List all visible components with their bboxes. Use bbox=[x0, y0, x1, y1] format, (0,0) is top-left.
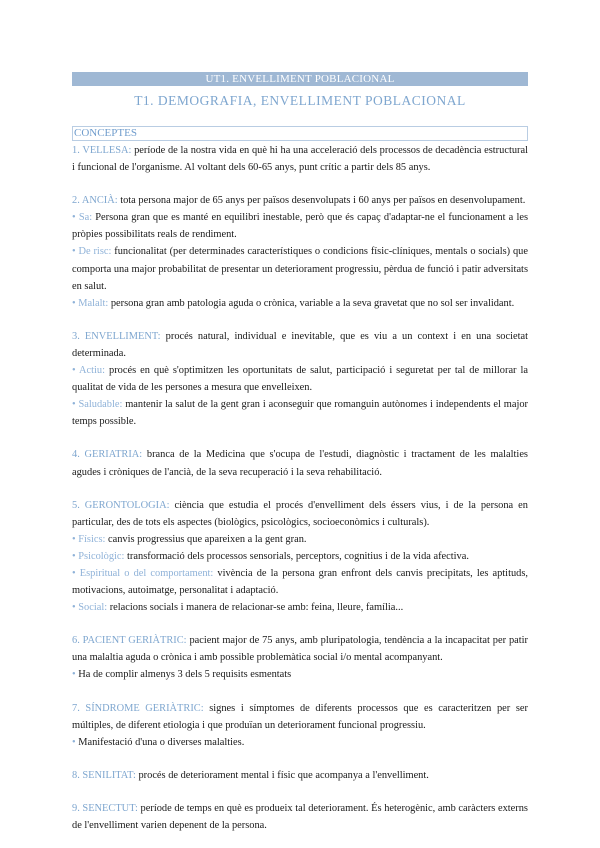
subitem-label: Espiritual o del comportament: bbox=[79, 567, 214, 579]
concept-definition bbox=[72, 767, 528, 784]
subitem-text: persona gran amb patologia aguda o crònica, variable a la seva gravetat que no sol ser invalidant. bbox=[108, 297, 515, 309]
concept-subitem bbox=[72, 565, 528, 599]
subitem-label: Psicològic: bbox=[78, 550, 125, 562]
concept-subitem bbox=[72, 243, 528, 294]
entry-spacer bbox=[72, 616, 528, 632]
subitem-text: Manifestació d'una o diverses malalties. bbox=[75, 736, 245, 748]
entry-spacer bbox=[72, 784, 528, 800]
subitem-text: funcionalitat (per determinades característiques o condicions físic-clíniques, mentals o socials) que comporta una major probabilitat de presentar un deteriorament progressiu, pèrdua de funció i patir adversitats en salut. bbox=[72, 246, 528, 292]
concept-term: 1. VELLESA: bbox=[72, 145, 132, 156]
subitem-label: Actiu: bbox=[79, 365, 106, 377]
concept-entry bbox=[72, 328, 528, 431]
concept-definition-text: branca de la Medicina que s'ocupa de l'estudi, diagnòstic i tractament de les malalties agudes i cròniques de l'ancià, de la seva recuperació i la seva rehabilitació. bbox=[72, 449, 528, 478]
unit-title-bar: UT1. ENVELLIMENT POBLACIONAL bbox=[72, 72, 528, 86]
concept-term: 8. SENILITAT: bbox=[72, 769, 136, 781]
topic-title: T1. DEMOGRAFIA, ENVELLIMENT POBLACIONAL bbox=[134, 93, 466, 108]
subitem-text: transformació dels processos sensorials, perceptors, cognitius i de la vida afectiva. bbox=[124, 550, 469, 562]
bullet-icon: • bbox=[72, 297, 76, 309]
concept-subitem bbox=[72, 531, 528, 548]
concept-definition-text: període de la nostra vida en què hi ha una acceleració dels processos de decadència estructural i funcional de l'organisme. Al voltant dels 60-65 anys, punt crític a partir dels 85 anys. bbox=[72, 145, 528, 174]
subitem-text: procés en què s'optimitzen les oportunitats de salut, participació i seguretat per tal de millorar la qualitat de vida de les persones a mesura que envelleixen. bbox=[72, 365, 528, 394]
concept-entry bbox=[72, 192, 528, 312]
bullet-icon: • bbox=[72, 399, 76, 411]
concept-definition-text: signes i símptomes de diferents processos que es caracteritzen per ser múltiples, de diferent etiologia i que produïan un deteriorament funcional progressiu. bbox=[72, 702, 528, 731]
concept-definition bbox=[72, 800, 528, 834]
subitem-text: Ha de complir almenys 3 dels 5 requisits esmentats bbox=[75, 669, 292, 681]
concept-definition bbox=[72, 700, 528, 734]
concept-subitem bbox=[72, 666, 528, 683]
bullet-icon: • bbox=[72, 246, 76, 258]
bullet-icon: • bbox=[72, 567, 76, 579]
concept-definition-text: procés natural, individual e inevitable, que es viu a un context i en una societat determinada. bbox=[72, 330, 528, 359]
bullet-icon: • bbox=[72, 736, 76, 748]
subitem-label: Saludable: bbox=[78, 399, 123, 411]
entry-spacer bbox=[72, 312, 528, 328]
bullet-icon: • bbox=[72, 669, 76, 681]
document-content bbox=[72, 126, 528, 834]
concept-definition-text: període de temps en què es produeix tal deteriorament. És heterogènic, amb caràcters externs de l'envelliment varien depenent de la persona. bbox=[72, 802, 528, 831]
concept-subitem bbox=[72, 599, 528, 616]
subitem-text: relacions socials i manera de relacionar-se amb: feina, lleure, família... bbox=[107, 602, 404, 614]
bullet-icon: • bbox=[72, 533, 76, 545]
subitem-label: Sa: bbox=[78, 212, 93, 224]
bullet-icon: • bbox=[72, 365, 76, 377]
concept-definition bbox=[72, 497, 528, 531]
concept-term: 5. GERONTOLOGIA: bbox=[72, 499, 170, 511]
concept-term: 3. ENVELLIMENT: bbox=[72, 330, 161, 342]
subitem-label: Social: bbox=[78, 602, 108, 614]
bullet-icon: • bbox=[72, 550, 76, 562]
bullet-icon: • bbox=[72, 212, 76, 224]
subitem-text: vivència de la persona gran enfront dels canvis precipitats, les aptituds, motivacions, autoimatge, personalitat i adaptació. bbox=[72, 567, 528, 597]
entry-spacer bbox=[72, 684, 528, 700]
concept-term: 4. GERIATRIA: bbox=[72, 449, 143, 461]
subitem-label: Físics: bbox=[78, 533, 106, 545]
concept-definition bbox=[72, 328, 528, 362]
concept-subitem bbox=[72, 396, 528, 430]
concept-term: 2. ANCIÀ: bbox=[72, 195, 118, 207]
subitem-text: canvis progressius que apareixen a la gent gran. bbox=[105, 533, 307, 545]
concept-term: 7. SÍNDROME GERIÀTRIC: bbox=[72, 702, 204, 714]
concept-definition-text: pacient major de 75 anys, amb pluripatologia, tendència a la incapacitat per patir una malaltia aguda o crònica i amb possible problemàtica social i/o mental acompanyant. bbox=[72, 635, 528, 664]
concept-definition-text: procés de deteriorament mental i físic que acompanya a l'envelliment. bbox=[135, 769, 429, 781]
concept-subitem bbox=[72, 734, 528, 751]
subitem-text: mantenir la salut de la gent gran i aconseguir que romanguin autònomes i independents el major temps possible. bbox=[72, 399, 528, 428]
concept-entry bbox=[72, 767, 528, 784]
concept-list bbox=[72, 142, 528, 834]
concept-definition bbox=[72, 192, 528, 209]
entry-spacer bbox=[72, 176, 528, 192]
concept-subitem bbox=[72, 295, 528, 312]
entry-spacer bbox=[72, 481, 528, 497]
subitem-label: De risc: bbox=[78, 246, 112, 258]
concept-entry bbox=[72, 446, 528, 480]
concept-subitem bbox=[72, 209, 528, 243]
concept-entry bbox=[72, 700, 528, 751]
subitem-label: Malalt: bbox=[78, 297, 109, 309]
concept-definition-text: tota persona major de 65 anys per països desenvolupats i 60 anys per països en desenvolupament. bbox=[117, 195, 526, 207]
concept-subitem bbox=[72, 362, 528, 396]
concept-entry bbox=[72, 142, 528, 176]
concept-entry bbox=[72, 800, 528, 834]
concept-subitem bbox=[72, 548, 528, 565]
concept-definition-text: ciència que estudia el procés d'envelliment dels éssers vius, i de la persona en particular, des de tots els aspectes (biològics, psicològics, socioeconòmics i culturals). bbox=[72, 499, 528, 528]
entry-spacer bbox=[72, 751, 528, 767]
concept-entry bbox=[72, 632, 528, 683]
concept-definition bbox=[72, 446, 528, 480]
concept-definition bbox=[72, 142, 528, 176]
concept-term: 6. PACIENT GERIÀTRIC: bbox=[72, 635, 187, 647]
concept-entry bbox=[72, 497, 528, 617]
concept-definition bbox=[72, 632, 528, 666]
subitem-text: Persona gran que es manté en equilibri inestable, però que és capaç d'adaptar-ne el funcionament a les pròpies possibilitats reals de rendiment. bbox=[72, 212, 528, 241]
concept-term: 9. SENECTUT: bbox=[72, 802, 138, 814]
bullet-icon: • bbox=[72, 602, 76, 614]
section-heading-concepts: CONCEPTES bbox=[72, 126, 528, 141]
entry-spacer bbox=[72, 430, 528, 446]
